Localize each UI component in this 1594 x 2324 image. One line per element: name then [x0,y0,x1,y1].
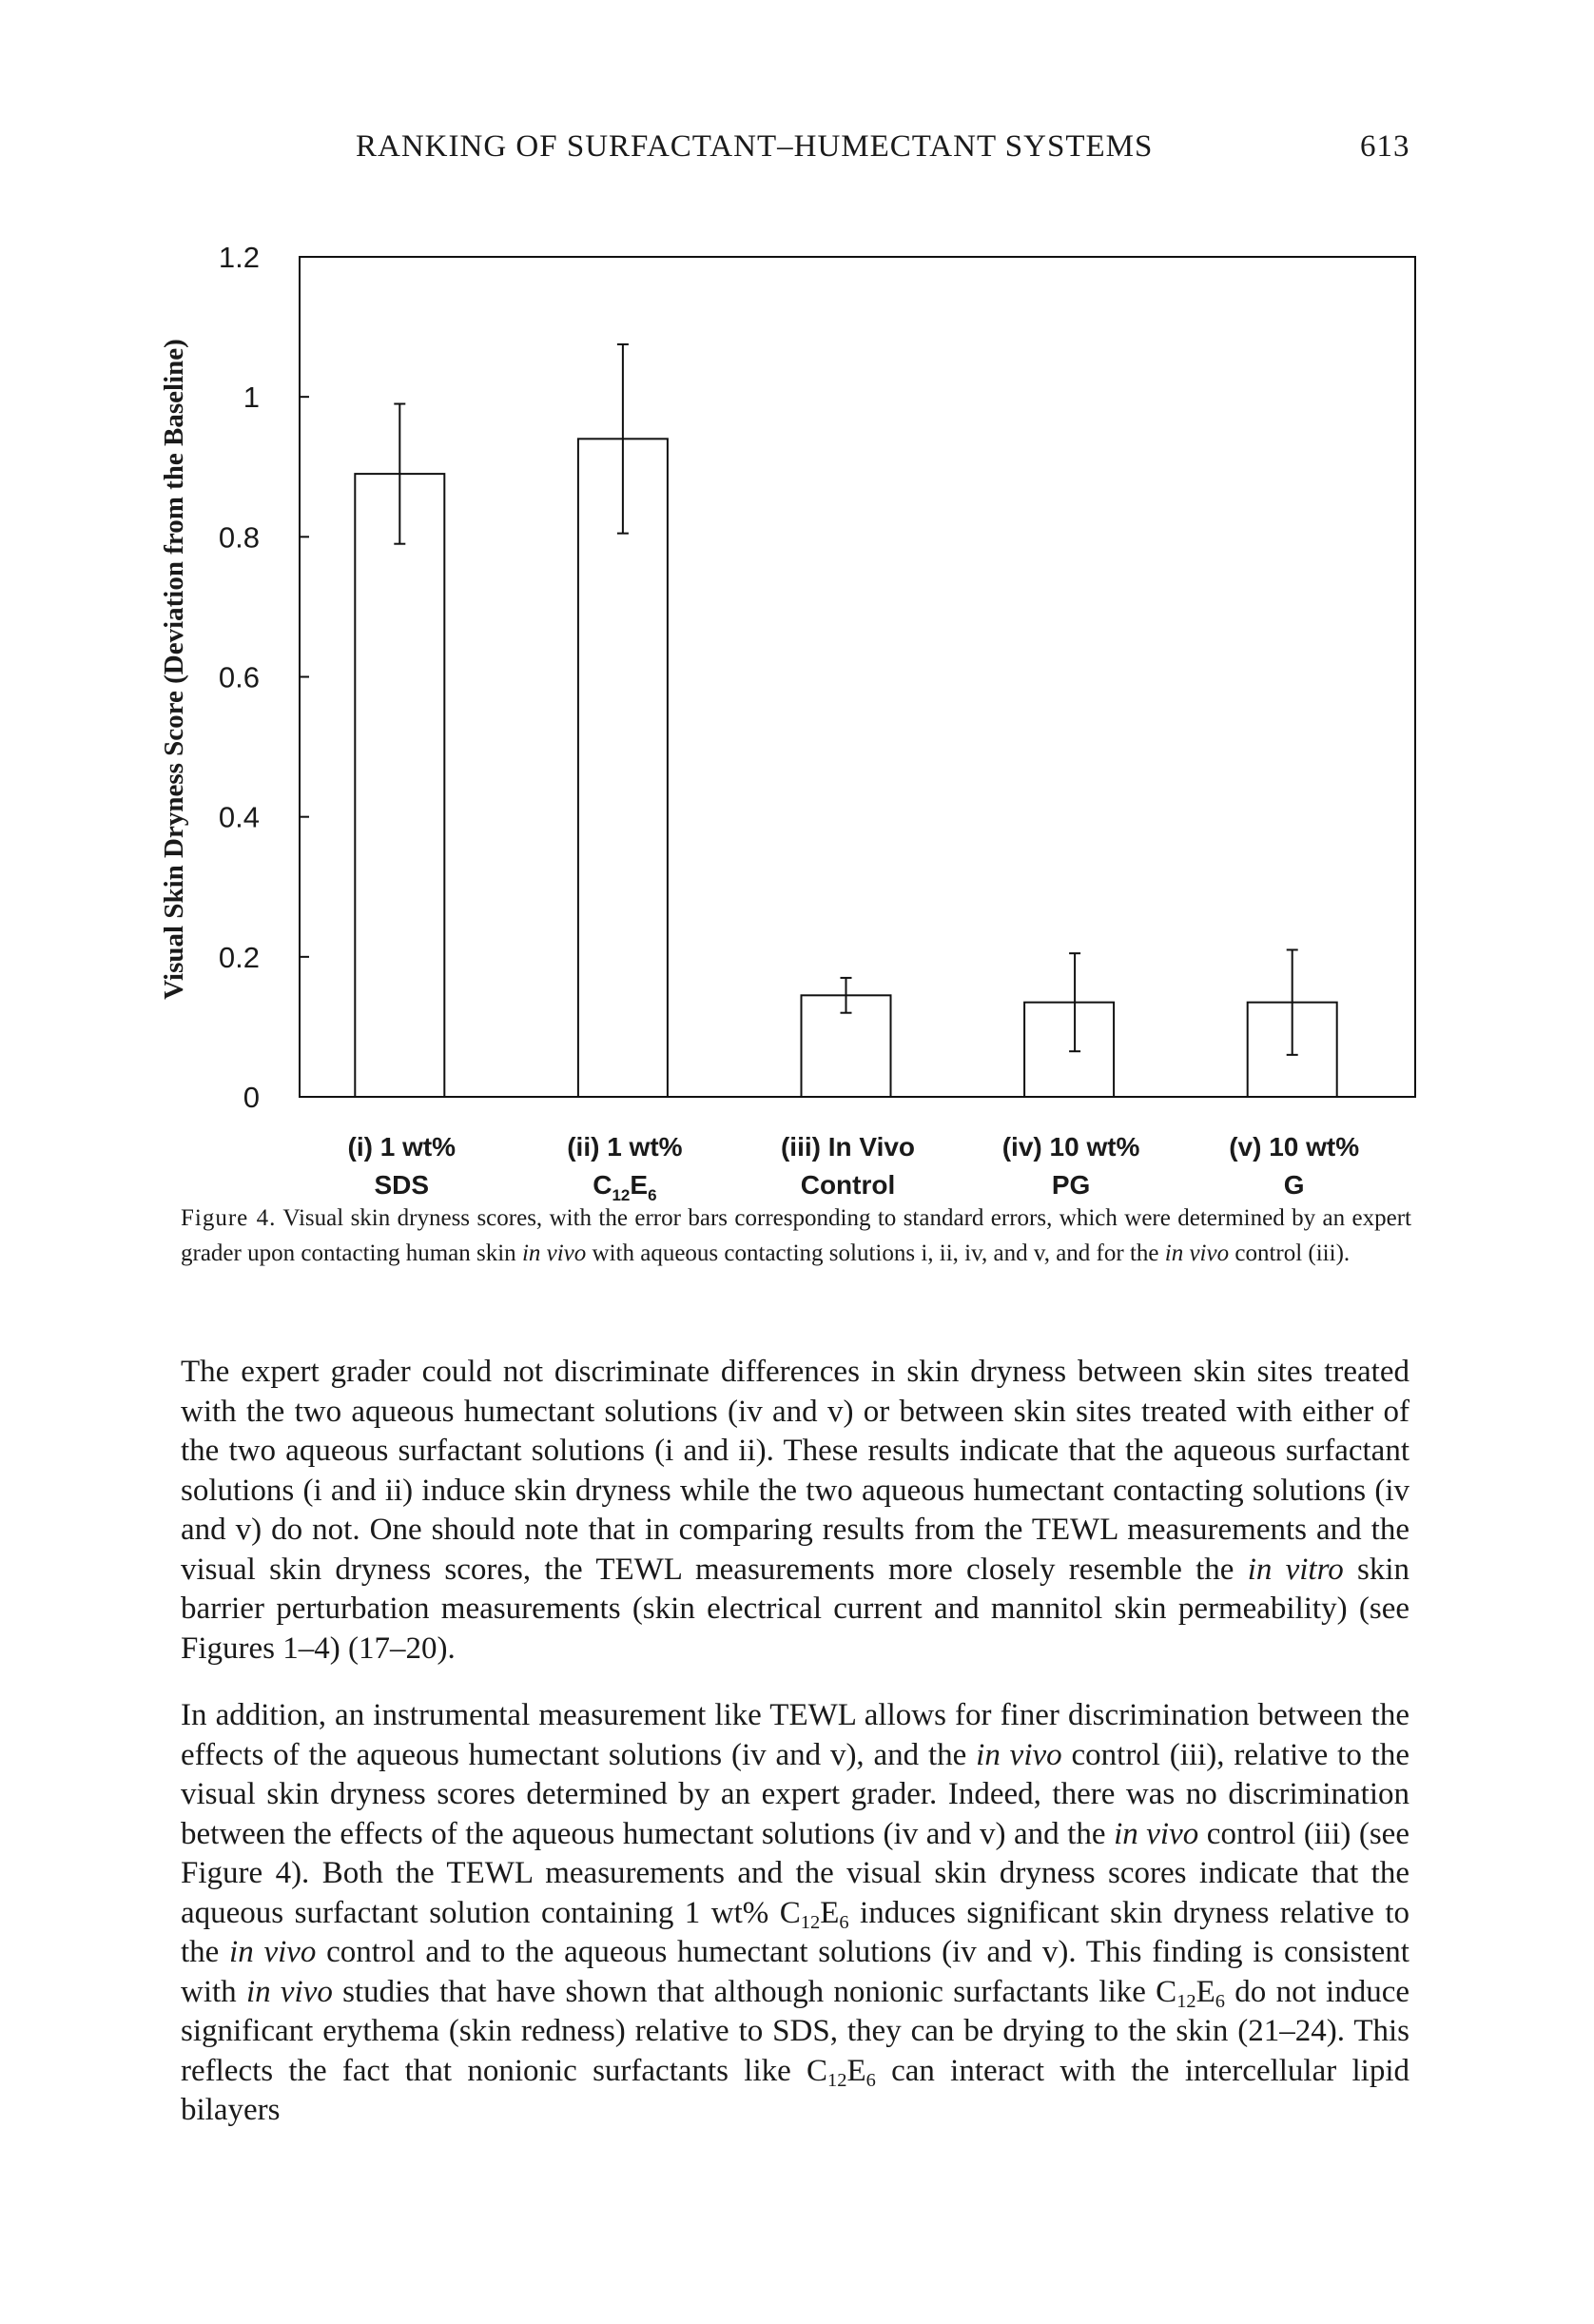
bar-chart [152,228,1427,1204]
bar-1 [355,474,444,1097]
para2-text-10: E [846,2053,866,2088]
para2-subscript-2: 6 [839,1911,849,1933]
x-category-label-4-line-1: (iv) 10 wt% [1001,1132,1140,1162]
x-category-label-4-line-2: PG [1051,1170,1091,1200]
y-axis-label: Visual Skin Dryness Score (Deviation from the Baseline) [159,339,189,1000]
x-category-label-3-line-1: (iii) In Vivo [780,1132,916,1162]
para2-italic-3: in vivo [229,1935,317,1969]
x-category-label-1-line-1: (i) 1 wt% [347,1132,457,1162]
y-tick-label: 0 [243,1081,260,1114]
para2-subscript-5: 12 [827,2069,847,2091]
plot-frame [300,257,1415,1097]
body-paragraph-2 [181,1696,1409,2131]
bar-4 [1024,1003,1114,1097]
body-paragraph-1 [181,1353,1409,1669]
para1-text-1: The expert grader could not discriminate differences in skin dryness between skin sites treated with the two aqueous humectant solutions (iv and v) or between skin sites treated with either of the two aqueous surfactant solutions (i and ii). These results indicate that the aqueous surfactant solutions (i and ii) induce skin dryness while the two aqueous humectant contacting solutions (iv and v) do not. One should note that in comparing results from the TEWL measurements and the visual skin dryness scores, the TEWL measurements more closely resemble the [181,1355,1409,1587]
para2-text-1: In addition, an instrumental measurement like TEWL allows for finer discrimination between the effects of the aqueous humectant solutions (iv and v), and the [181,1698,1409,1772]
y-tick-label: 1.2 [218,241,260,274]
y-axis-label-group [159,339,189,1000]
para1-text-2: skin barrier perturbation measurements (skin electrical current and mannitol skin permeability) (see Figures 1–4) (17–20). [181,1552,1409,1666]
caption-italic-2: in vivo [1164,1240,1230,1266]
y-tick-label: 0.6 [218,660,260,694]
caption-text-2: with aqueous contacting solutions i, ii, iv, and v, and for the [586,1240,1165,1266]
y-tick-label: 1 [243,381,260,415]
chart-axes [300,257,1415,1097]
bar-2 [578,439,668,1097]
y-tick-label: 0.2 [218,940,260,974]
para2-text-9: do not induce significant erythema (skin redness) relative to SDS, they can be drying to the skin (21–24). This reflects the fact that nonionic surfactants like C [181,1974,1409,2088]
figure-label: Figure 4. [181,1205,277,1231]
running-header-title: RANKING OF SURFACTANT–HUMECTANT SYSTEMS [356,129,1154,164]
figure-caption [181,1201,1411,1271]
para2-italic-4: in vivo [245,1974,333,2009]
para2-text-5: induces significant skin dryness relative to the [181,1895,1409,1969]
caption-italic-1: in vivo [521,1240,587,1266]
x-category-label-3-line-2: Control [800,1170,896,1200]
para2-text-3: control (iii) (see Figure 4). Both the TEWL measurements and the visual skin dryness scores indicate that the aqueous surfactant solution containing 1 wt% C [181,1816,1409,1930]
para2-text-7: studies that have shown that although nonionic surfactants like C [332,1974,1177,2009]
x-category-label-2-line-2: $C_{12}E_6$ [593,1170,657,1204]
x-category-label-5-line-1: (v) 10 wt% [1229,1132,1360,1162]
para2-text-11: can interact with the intercellular lipid bilayers [181,2053,1409,2127]
running-header [0,129,1594,177]
para2-text-2: control (iii), relative to the visual skin dryness scores determined by an expert grader. Indeed, there was no discrimination between the effects of the aqueous humectant solutions (iv and v) and the [181,1737,1409,1851]
para2-italic-1: in vivo [976,1737,1062,1772]
para2-subscript-6: 6 [865,2069,876,2091]
x-axis-category-labels [348,1132,1360,1204]
x-category-label-1-line-2: SDS [374,1170,430,1200]
para2-subscript-4: 6 [1215,1990,1226,2012]
y-tick-label: 0.8 [218,520,260,555]
x-category-label-2-line-1: (ii) 1 wt% [567,1132,683,1162]
para2-text-4: E [820,1895,840,1930]
x-category-label-5-line-2: G [1283,1170,1305,1200]
para2-subscript-1: 12 [800,1911,821,1933]
page-number: 613 [1360,129,1410,164]
y-axis-ticks [219,241,309,1114]
para2-subscript-3: 12 [1176,1990,1196,2012]
caption-text-3: control (iii). [1229,1240,1351,1266]
figure-4-chart [152,228,1427,1204]
caption-text-1: Visual skin dryness scores, with the error bars corresponding to standard errors, which were determined by an expert grader upon contacting human skin [181,1205,1411,1266]
error-bars [394,344,1297,1055]
y-tick-label: 0.4 [218,800,260,834]
para1-italic-1: in vitro [1247,1552,1344,1587]
para2-text-6: control and to the aqueous humectant solutions (iv and v). This finding is consistent with [181,1935,1409,2009]
para2-text-8: E [1196,1974,1215,2009]
para2-italic-2: in vivo [1114,1816,1199,1851]
